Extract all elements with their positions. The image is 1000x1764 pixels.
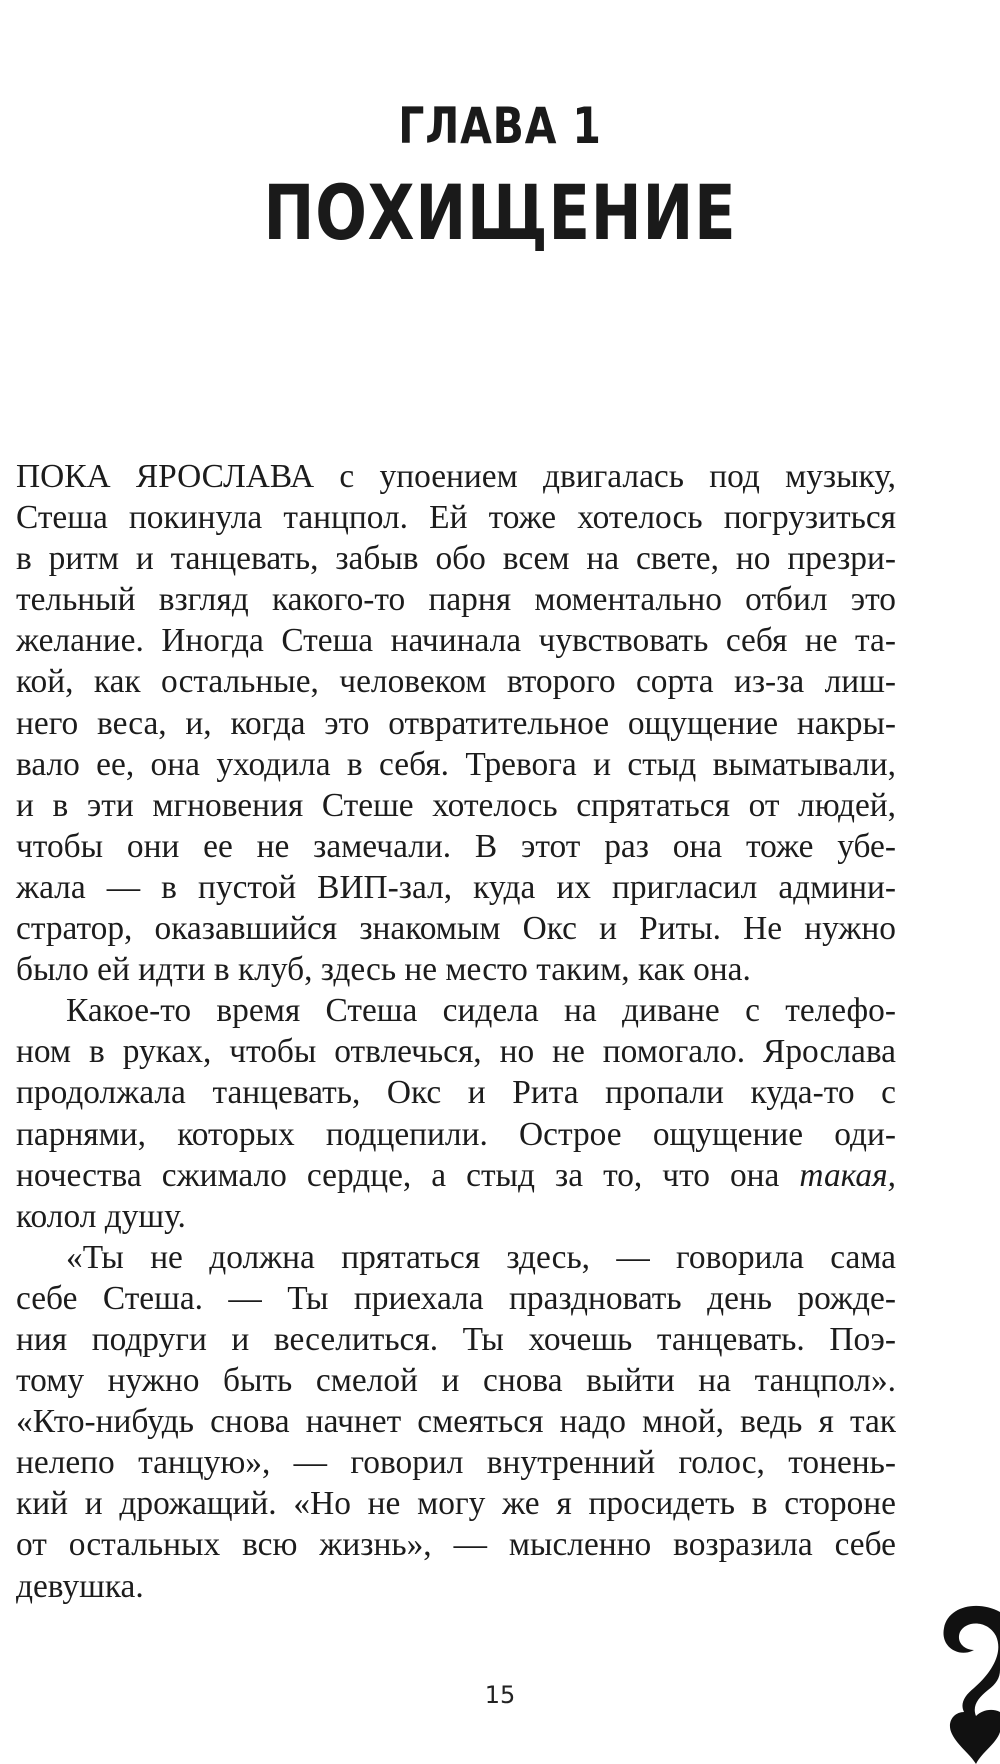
text-line: «Кто-нибудь снова начнет смеяться надо мной, ведь я так [16, 1403, 896, 1441]
chapter-label: ГЛАВА 1 [398, 97, 602, 155]
text-fragment: ночества сжимало сердце, а стыд за то, что она [16, 1156, 780, 1194]
text-line: кий и дрожащий. «Но не могу же я просидеть в стороне [16, 1485, 896, 1523]
text-line: ном в руках, чтобы отвлечься, но не помогало. Ярослава [16, 1033, 896, 1071]
text-line: было ей идти в клуб, здесь не место таким, как она. [16, 951, 751, 989]
text-line: него веса, и, когда это отвратительное ощущение накры- [16, 704, 896, 742]
text-line: кой, как остальные, человеком второго сорта из-за лиш- [16, 663, 896, 701]
page-number: 15 [484, 1681, 516, 1709]
swirl-heart-ornament-icon [930, 1600, 1000, 1764]
text-line: от остальных всю жизнь», — мысленно возразила себе [16, 1526, 896, 1564]
text-line: Какое-то время Стеша сидела на диване с телефо- [66, 992, 896, 1030]
text-line: тельный взгляд какого-то парня моментально отбил это [16, 581, 896, 619]
text-line: вало ее, она уходила в себя. Тревога и стыд выматывали, [16, 745, 896, 783]
text-line: стратор, оказавшийся знакомым Окс и Риты. Не нужно [16, 910, 896, 948]
text-line: и в эти мгновения Стеше хотелось спрятаться от людей, [16, 786, 896, 824]
text-line: колол душу. [16, 1197, 186, 1235]
text-line: в ритм и танцевать, забыв обо всем на свете, но презри- [16, 540, 896, 578]
text-line: желание. Иногда Стеша начинала чувствовать себя не та- [16, 622, 896, 660]
text-line: продолжала танцевать, Окс и Рита пропали куда-то с [16, 1074, 896, 1112]
text-line: ния подруги и веселиться. Ты хочешь танцевать. Поэ- [16, 1320, 896, 1358]
text-line: чтобы они ее не замечали. В этот раз она тоже убе- [16, 827, 896, 865]
text-line-with-italic [16, 1155, 896, 1196]
text-line: себе Стеша. — Ты приехала праздновать день рожде- [16, 1279, 896, 1317]
text-line: ПОКА ЯРОСЛАВА с упоением двигалась под музыку, [16, 458, 896, 495]
chapter-body [16, 456, 896, 1607]
text-line: парнями, которых подцепили. Острое ощущение оди- [16, 1115, 896, 1153]
chapter-header [0, 96, 1000, 256]
chapter-title: ПОХИЩЕНИЕ [263, 168, 737, 257]
text-line: нелепо танцую», — говорил внутренний голос, тонень- [16, 1444, 896, 1482]
italic-word: такая, [799, 1156, 896, 1194]
text-line: тому нужно быть смелой и снова выйти на танцпол». [16, 1362, 896, 1400]
text-line: девушка. [16, 1567, 144, 1605]
text-line: жала — в пустой ВИП-зал, куда их пригласил админи- [16, 868, 896, 906]
text-line: «Ты не должна прятаться здесь, — говорила сама [66, 1238, 896, 1276]
text-line: Стеша покинула танцпол. Ей тоже хотелось погрузиться [16, 499, 896, 537]
